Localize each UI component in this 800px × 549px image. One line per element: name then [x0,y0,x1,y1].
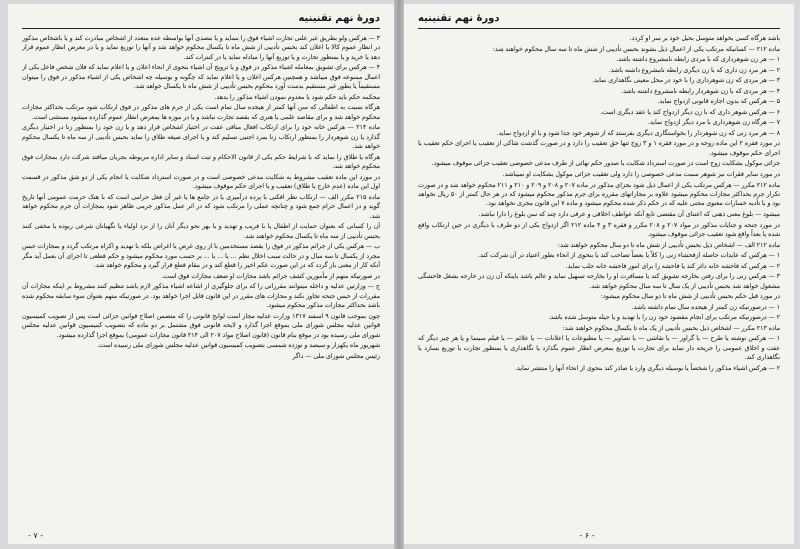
paragraph: ۵ — هرکس که بدون اجازه قانونی ازدواج نماید. [657,98,780,106]
paragraph: ۳ — هرکس زنی را برای رفتن بخارجه تشویق کند یا مسافرت او را بخارجه تسهیل نماید و عالم باشد باینکه آن زن در خارجه بشغل فاحشگی مشغول خواهد شد بحبس تأدیبی از یک سال تا سه سال محکوم خواهد شد. [418,273,780,290]
left-page [8,4,394,544]
right-page-head-rule [418,28,780,29]
paragraph: ۳ — هر مردی که زن شوهرداری را با خود در محل معینی نگاهداری نماید. [592,77,780,85]
paragraph: ماده ۲۱۳ مکرر — اشخاص ذیل بحبس تأدیبی از یک ماه تا یکسال محکوم خواهند شد: [562,324,780,332]
paragraph: ۲ — هرکس اشیاء مذکور را شخصاً یا بوسیله دیگری وارد یا صادر کند بنحوی از انحاء آنها را منتشر نماید. [514,364,780,372]
paragraph: ۲ — هر مرد زن داری که با زن دیگری رابطه نامشروع داشته باشد. [608,66,780,74]
book-gutter [394,0,404,549]
paragraph: چون بموجب قانون ۹ اسفند ۱۳۱۷ وزارت عدلیه مجاز است لوایح قانونی را که متضمن اصلاح قوانین جزائی است پس از تصویب کمیسیون قوانین عدلیه مجلس شورای ملی بموقع اجرا گذارد و لایحه قانونی فوق مشتمل بر دو ماده که بتصویب کمیسیون قوانین عدلیه مجلس شورای ملی رسیده بود در موقع بنام قانون (قانون اصلاح مواد ۲۰۷ الی ۲۱۴ قانون مجازات عمومی) بموقع اجرا گذارده میشود. [22,312,380,339]
paragraph: شهریور ماه یکهزار و سیصد و نوزده شمسی بتصویب کمیسیون قوانین عدلیه مجلس شورای ملی رسیده است. [97,342,380,350]
left-page-number: - ۷ - [28,531,44,540]
paragraph: ماده ۲۱۲ — کسانیکه مرتکب یکی از اعمال ذیل بشوند بحبس تأدیبی از شش ماه تا سه سال محکوم خواهند شد: [492,45,780,53]
paragraph: ماده ۲۱۴ — هرکس خانه خود را برای ارتکاب افعال منافی عفت در اختیار اشخاص قرار دهد و یا زن خود را بمنظور زنا در اختیار دیگری گذارد یا زن شوهردار را بمنظور ارتکاب زنا بمرد اجنبی تسلیم کند و یا اجرای صیغه طلاق را نماید بحبس تأدیبی از سه ماه تا یکسال محکوم خواهد شد. [22,124,380,151]
paragraph: باشد هرگاه کسی بخواهد متوسل بحیل خود بر سر او کردد. [629,35,780,42]
paragraph: ۴ — هر مردی که با زن شوهردار رابطه نامشروع داشته باشد. [621,87,780,95]
left-page-head-rule [22,28,380,29]
paragraph: ماده ۲۱۲ الف — اشخاص ذیل بحبس تأدیبی از شش ماه تا دو سال محکوم خواهند شد: [557,241,780,249]
paragraph: رئیس مجلس شورای ملی — داگر [292,352,380,360]
paragraph: ۱ — درصورتیکه زن کمتر از هیجده سال تمام داشته باشد. [631,303,780,311]
paragraph: آن را کسانی که بعنوان حمایت از اطفال یا با فریب و تهدید و یا بهر نحو دیگر آنان را از نزد اولیاء یا نگهبانان شرعی ربوده یا مخفی کنند بحبس تأدیبی از سه ماه تا یکسال محکوم خواهند شد. [22,223,380,240]
right-page-running-head: دورهٔ نهم تقنینیه [418,13,500,24]
paragraph: ۷ — هرگاه زن شوهرداری با مرد دیگر ازدواج نماید. [647,119,780,127]
paragraph: در مورد سایر فقرات نیز شوهر سمت مدعی خصوصی را دارد ولی تعقیب جزائی موکول بشکایت او نمیباشد. [502,171,780,179]
paragraph: ماده ۲۱۵ مکرر الف — ارتکاب نظر افکنی با پرده درآمیزی یا در جامع ها یا غیر آن فعل حرامی است که با هتک حرمت عمومی آنها تاریخ گوید و در اعمال حرام جمع شود و چنانچه عملی را مرتکب شود که در اثر عمل مذکور جرمی ظاهر شود بمجازات آن جرم محکوم خواهد شد. [22,193,380,220]
paragraph: ۳ — هرکس ولو بطریق غیر علنی تجارت اشیاء فوق را بنماید و یا بتصدی آنها بواسطه عده متعدد از اشخاص مبادرت کند و یا باشخاص مذکور در انظار عموم کالا یا اعلان کند بحبس تأدیبی از شش ماه تا یکسال محکوم خواهد شد و آنها را توزیع نماید و یا در معرض انظار عموم قرار دهد یا خرید و یا بمنظور تجارت و یا توزیع آنها را مبادله نماید یا در کنترات کند. [22,35,380,61]
paragraph: هرگاه یا طلاق را نماید که با شرایط حکم یکی از قانون الاحکام و ثبت اسناد و سایر اداره مربوطه بجریان میافتد شرکت دارد بمجازات فوق محکوم خواهد شد. [22,153,380,171]
paragraph: میشود — بلوغ معنی ذهنی که اعتنای آن مقتضی تابع آنکه عواطف اخلاقی و عرفی دارد چند که سن بلوغ را دارا نباشد. [478,211,780,219]
left-page-text [22,34,380,524]
paragraph: جزائی موکول بشکایت زوج است در صورت استرداد شکایت یا صدور حکم نهائی از طرف مدعی خصوصی تعقیب جزائی موقوف میشود. [431,160,780,168]
paragraph: در صورتیکه متهم از مأمورین کشف جرائم باشد مجازات او ضعف مجازات فوق است. [161,272,380,280]
paragraph: محکمه حکم باید حکم شود یا معدوم نمودن اشیاء مذکور را بدهد. [214,93,380,101]
paragraph: ۱ — هرکس نوشته یا طرح — یا گراور — یا نقاشی — یا تصاویر — یا مطبوعات یا اعلانات — یا علائم — یا فیلم سینما و یا هر چیز دیگر که عفت و اخلاق عمومی را جریحه دار نماید برای تجارت یا توزیع بمعرض انظار عموم بگذارد یا نگاهداری یا بمنظور تجارت یا توزیع بسازد یا نگاهداری کند. [418,335,780,362]
paragraph: ج — وزارتین عدلیه و داخله میتوانند مقرراتی را که برای جلوگیری از اشاعه اشیاء مذکور لازم باشد تنظیم کنند مشروط بر اینکه مجازات آن مقررات از حبس جنحه تجاوز نکند و مجازات های مقرر در این قانون قابل اجرا خواهد بود. در صورتیکه متهم بعنوان سوء سابقه محکوم شده باشد بحداکثر مجازات مذکور محکوم میشود. [22,283,380,310]
paragraph: در مورد قبل حکم بحبس تأدیبی از شش ماه تا دو سال محکوم میشود: [600,293,780,301]
paragraph: ۱ — هرکس که عایدات حاصله ازفحشاء زنی را کلاً یا بعضاً تصاحب کند یا بنحوی از انحاء بطور اعتیاد در آن شرکت کند. [478,252,780,260]
paragraph: ب — هرکس یکی از جرائم مذکور در فوق را بقصد مستخدمین با از روی غرض یا اغراض بلکه با تهدید و اکراه مرتکب گردد و بمجازات حبس مجرد از یکسال تا سه سال و در حالت سبب اخلال نظم ... یا ... یا ... بر حسب مورد محکوم میشود و حکم قطعی تا اجرای آن بعمل آید مگر آنکه کار از معنی باز گردد که در این صورت عکم اخیر را قطع کند و در مقام قطع قرار گیرد و محکوم خواهد شد. [22,243,380,270]
paragraph: ۲ — درصورتیکه مرتکب برای انجام مقصود خود زن را با تهدید و یا حیله متوسل شده باشد. [548,314,780,322]
paragraph: در مورد این ماده تعقیب مشروط به شکایت مدعی خصوصی است و در صورت استرداد شکایت یا انجام یکی از دو شق مذکور در قسمت اول این ماده (عدم خارج یا طلاق) تعقیب و یا اجرای حکم موقوف میشود. [22,173,380,191]
paragraph: ۲ — هرکس که فاحشه خانه دائر کند یا فاحشه را برای امور فاحشه خانه جلب نماید. [565,262,780,270]
left-page-running-head: دورهٔ نهم تقنینیه [298,13,380,24]
paragraph: ۶ — هرکس شوهر داری که با زن دیگر ازدواج کند یا عقد دیگری است. [599,108,780,116]
paragraph: ۸ — هر مرد زنی که زن شوهردار را بخواستگاری دیگری بفرستد که از شوهر خود جدا شود و با او ازدواج نماید. [496,129,780,137]
paragraph: ۴ — هرکس برای تشویق بمعامله اشیاء مذکور در فوق و یا ترویج آن اشیاء بنحوی از انحاء اعلان و یا اعلام نماید که فلان شخص فاعل یکی از اعمال ممنوعه فوق میباشد و همچنین هرکس اعلان و یا اعلام نماید که چگونه و بوسیله چه اشخاص یکی از اشیاء مذکور در فوق را میتوان مستقیماً یا بطور غیر مستقیم بدست آورد محکوم بحبس تأدیبی از شش ماه تا یکسال خواهد شد. [22,64,380,91]
paragraph: ماده ۲۱۲ مکرر — هرکس مرتکب یکی از اعمال ذیل شود بجزای مذکور در ماده ۲۰۷ و ۲۰۸ و ۲۰۹ و ۲۱۰ و ۲۱۱ محکوم خواهد شد و در صورت تکرار جرم بحداکثر مجازات محکوم میشود علاوه بر مجازاتهای مقرره برای جرم مذکور محکوم میشود که در هر حال کمتر از ۵۰ ریال نخواهد بود و با تأدیه خسارات معنوی مجنی علیه که در حکم ذکر شده محکوم میشود و ماده ۷ این قانون مجری نخواهد بود. [418,181,780,208]
paragraph: هرگاه نسبت به اطفالی که سن آنها کمتر از هیجده سال تمام است یکی از جرم های مذکور در فوق ارتکاب شود مرتکب بحداکثر مجازات محکوم خواهد شد و برای مقاصد علمی یا هنری که بقصد تجارت نباشد و یا در موزه ها بمعرض انظار عموم گذارده میشود مستثنی است. [22,104,380,121]
paragraph: در مورد جنحه و جنایات مذکور در مواد ۲۰۷ و ۲۰۸ مکرر و فقره ۳ و ۴ ماده ۲۱۲ اگر ازدواج یکی از دو طرف با دیگری در حین ارتکاب واقع شده یا بعداً واقع شود تعقیب جزائی موقوف میشود. [418,221,780,239]
right-page [404,4,794,544]
right-page-number: - ۶ - [579,531,595,540]
paragraph: در مورد فقره ۲ این ماده زوجه و در مورد فقره ۱ و ۳ زوج تنها حق تعقیب را دارد و در صورت گذشت شاکی از تعقیب یا اجرای حکم تعقیب یا اجرای حکم موقوف میشود. [418,140,780,157]
paragraph: ۱ — هر زن شوهرداری که با مردی رابطه نامشروع داشته باشد. [616,56,780,64]
right-page-text [418,34,780,524]
